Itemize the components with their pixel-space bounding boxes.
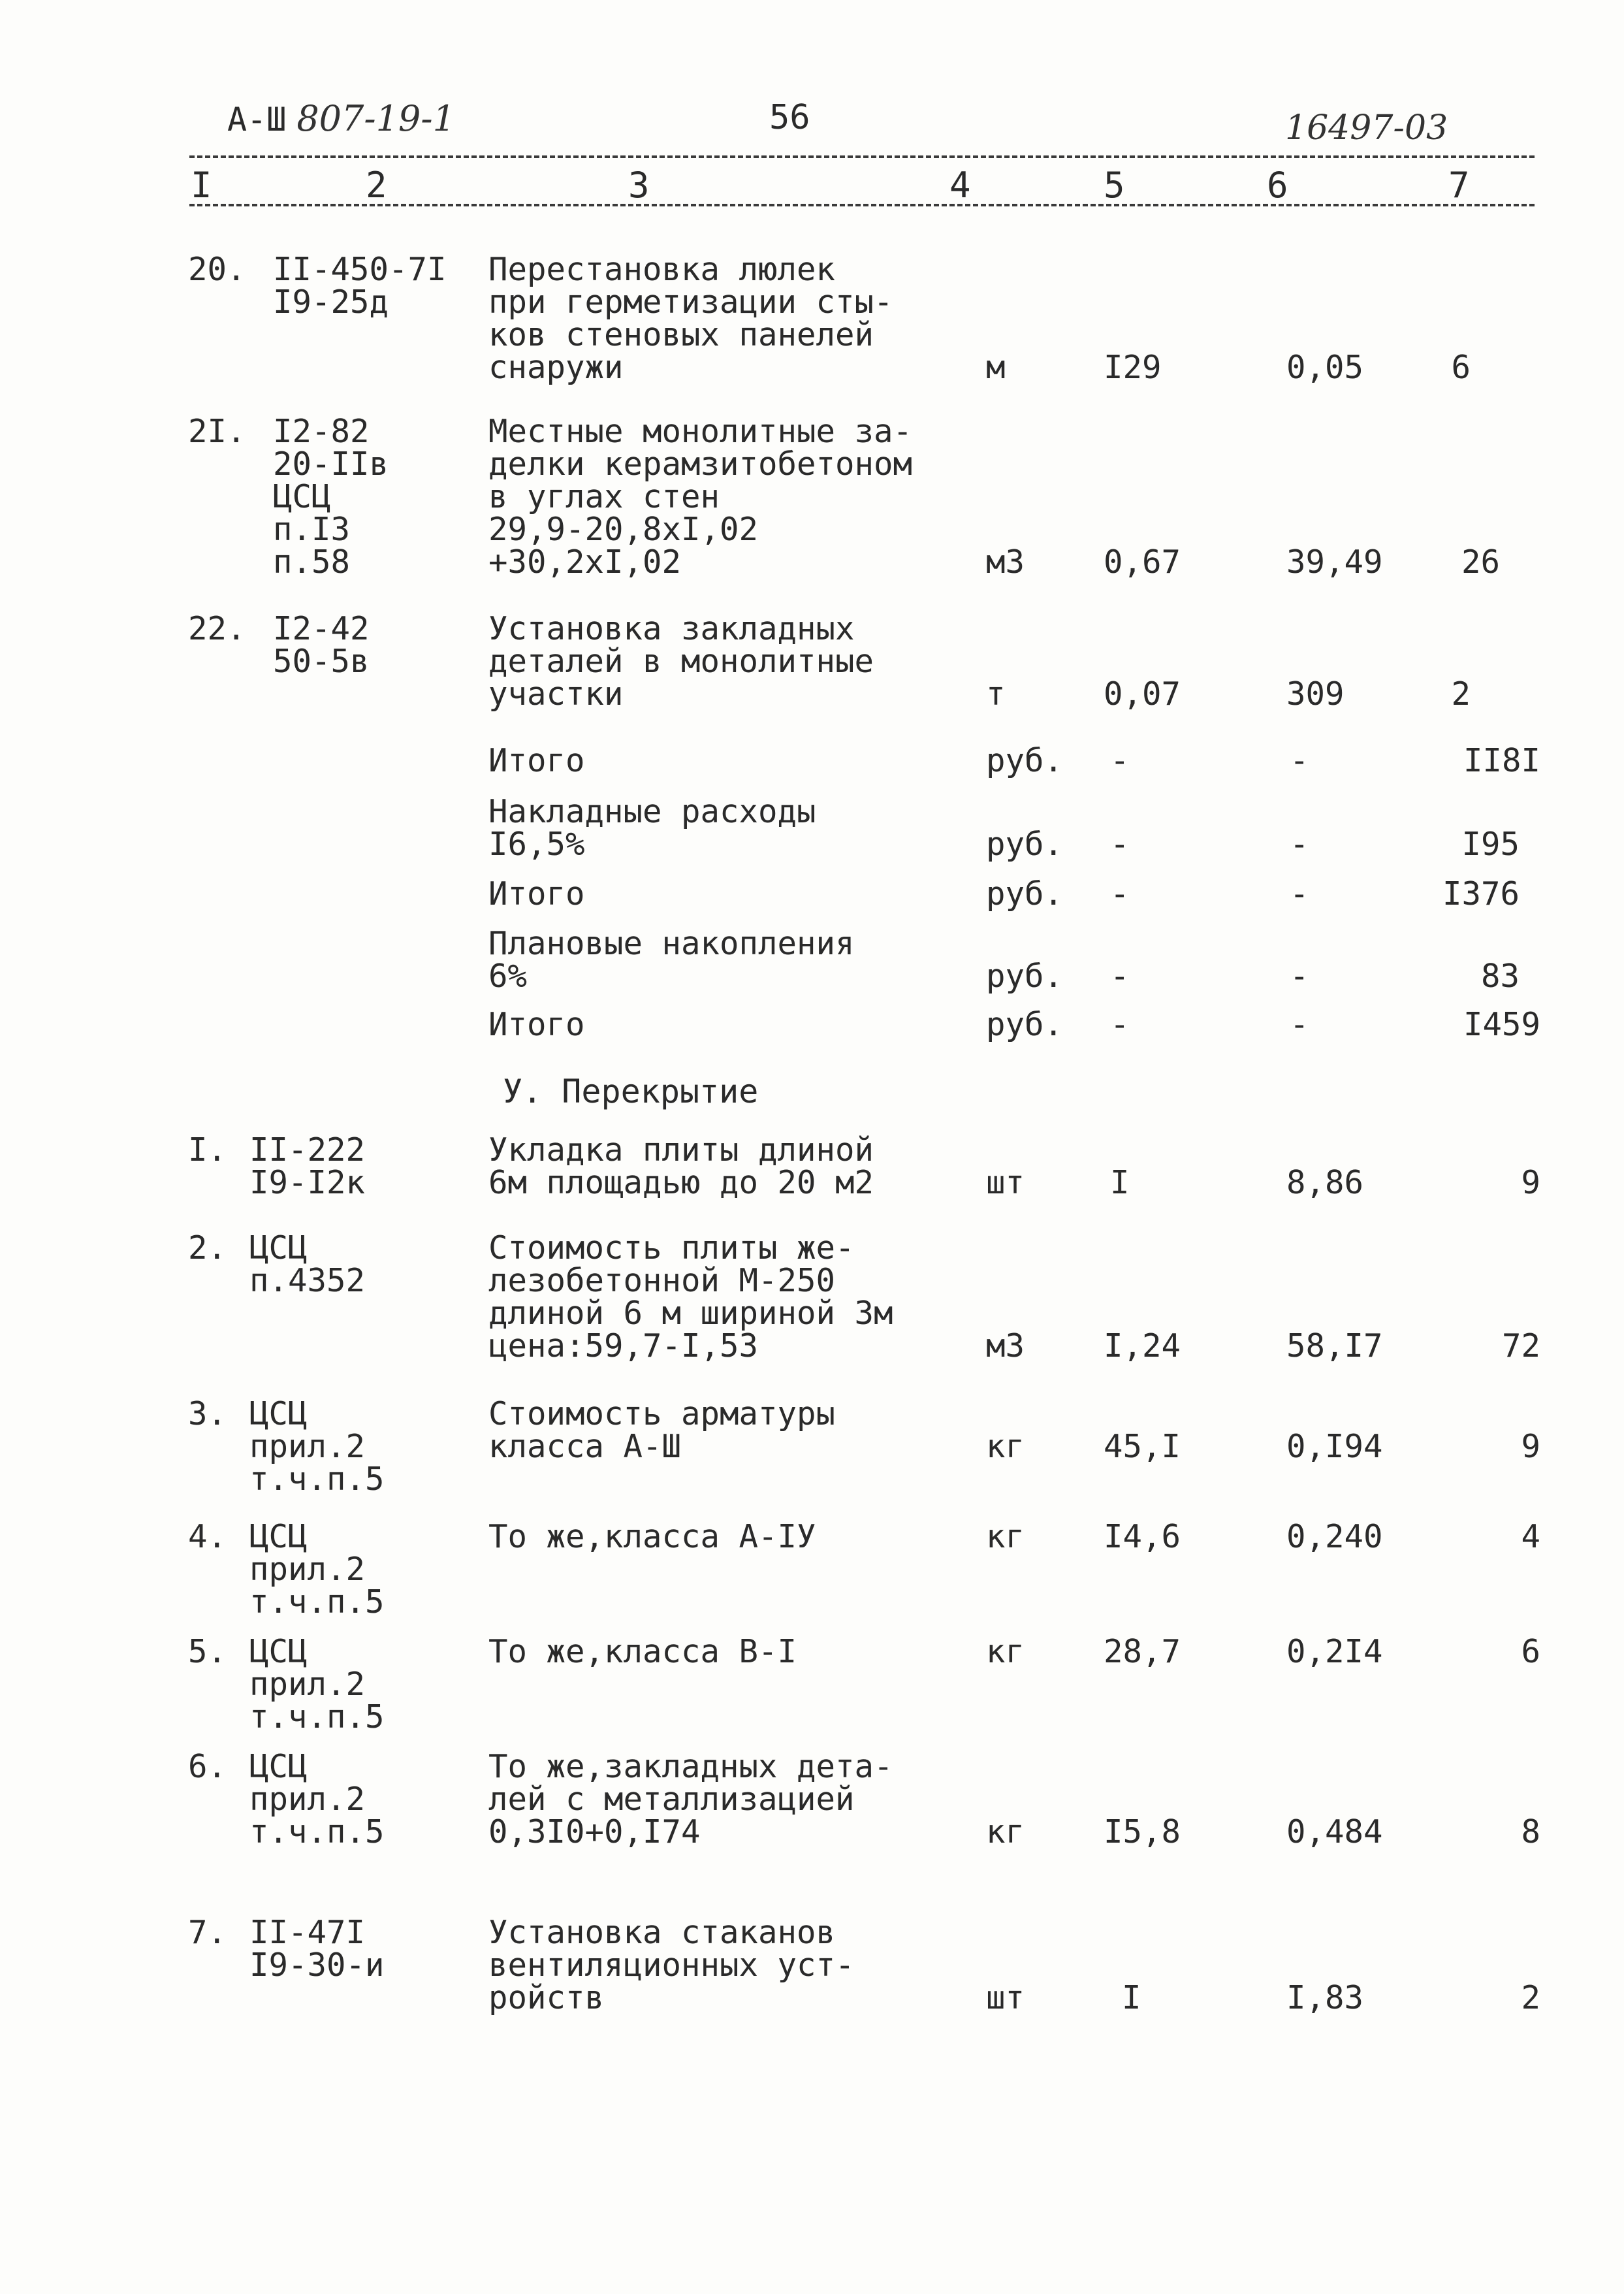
row-reference: II-222 I9-I2к xyxy=(249,1131,366,1201)
column-number: I xyxy=(191,165,212,206)
summary-label: Итого xyxy=(488,875,585,913)
column-number: 7 xyxy=(1448,165,1470,206)
summary-label: Накладные расходы I6,5% xyxy=(488,793,816,863)
row-number: 7. xyxy=(188,1914,227,1951)
row-price: I,83 xyxy=(1286,1979,1364,2016)
summary-quantity: - xyxy=(1110,742,1130,779)
row-price: 0,I94 xyxy=(1286,1428,1383,1465)
column-number: 4 xyxy=(949,165,971,206)
row-reference: I2-42 50-5в xyxy=(273,610,370,680)
row-quantity: 28,7 xyxy=(1104,1633,1181,1670)
row-reference: ЦСЦ прил.2 т.ч.п.5 xyxy=(249,1633,385,1736)
row-description: Стоимость плиты же- лезобетонной М-250 длиной 6 м шириной 3м цена:59,7-I,53 xyxy=(488,1229,893,1365)
row-reference: I2-82 20-IIв ЦСЦ п.I3 п.58 xyxy=(273,413,389,581)
row-quantity: 0,67 xyxy=(1104,543,1181,581)
row-price: 309 xyxy=(1286,675,1345,713)
row-quantity: 0,07 xyxy=(1104,675,1181,713)
row-unit: шт xyxy=(986,1164,1025,1201)
row-reference: ЦСЦ п.4352 xyxy=(249,1229,366,1299)
row-total: 4 xyxy=(1521,1518,1540,1555)
header-divider xyxy=(189,155,1535,158)
row-price: 0,05 xyxy=(1286,349,1364,386)
row-number: 22. xyxy=(188,610,246,647)
summary-total: II8I xyxy=(1463,742,1540,779)
table-row xyxy=(0,610,1624,717)
row-number: 6. xyxy=(188,1748,227,1785)
table-row xyxy=(0,1633,1624,1740)
column-divider xyxy=(189,204,1535,206)
row-unit: м3 xyxy=(986,543,1025,581)
row-unit: кг xyxy=(986,1518,1025,1555)
table-row xyxy=(0,253,1624,391)
row-unit: шт xyxy=(986,1979,1025,2016)
summary-row xyxy=(0,925,1624,999)
column-number: 2 xyxy=(366,165,387,206)
column-number: 3 xyxy=(628,165,650,206)
summary-price: - xyxy=(1290,742,1309,779)
table-row xyxy=(0,1395,1624,1502)
row-total: 6 xyxy=(1521,1633,1540,1670)
summary-label: Плановые накопления 6% xyxy=(488,925,855,995)
row-quantity: I xyxy=(1110,1164,1130,1201)
row-description: Стоимость арматуры класса А-Ш xyxy=(488,1395,836,1465)
row-reference: II-450-7I I9-25д xyxy=(273,251,447,321)
column-number: 5 xyxy=(1104,165,1125,206)
row-total: 8 xyxy=(1521,1813,1540,1850)
row-total: 2 xyxy=(1521,1979,1540,2016)
summary-row xyxy=(0,875,1624,917)
row-number: 4. xyxy=(188,1518,227,1555)
row-unit: кг xyxy=(986,1633,1025,1670)
summary-unit: руб. xyxy=(986,826,1064,863)
row-total: 9 xyxy=(1521,1164,1540,1201)
summary-quantity: - xyxy=(1110,1006,1130,1043)
summary-row xyxy=(0,793,1624,867)
row-total: 2 xyxy=(1451,675,1471,713)
row-number: 2. xyxy=(188,1229,227,1267)
table-row xyxy=(0,1916,1624,2021)
row-price: 0,484 xyxy=(1286,1813,1383,1850)
row-price: 0,240 xyxy=(1286,1518,1383,1555)
row-price: 39,49 xyxy=(1286,543,1383,581)
table-row xyxy=(0,1131,1624,1206)
row-number: 3. xyxy=(188,1395,227,1432)
summary-unit: руб. xyxy=(986,742,1064,779)
summary-price: - xyxy=(1290,1006,1309,1043)
summary-unit: руб. xyxy=(986,875,1064,913)
row-quantity: I29 xyxy=(1104,349,1162,386)
row-reference: ЦСЦ прил.2 т.ч.п.5 xyxy=(249,1748,385,1850)
row-quantity: I4,6 xyxy=(1104,1518,1181,1555)
row-quantity: I5,8 xyxy=(1104,1813,1181,1850)
row-reference: ЦСЦ прил.2 т.ч.п.5 xyxy=(249,1395,385,1498)
row-reference: ЦСЦ прил.2 т.ч.п.5 xyxy=(249,1518,385,1621)
row-quantity: 45,I xyxy=(1104,1428,1181,1465)
row-number: I. xyxy=(188,1131,227,1169)
row-description: То же,класса В-I xyxy=(488,1633,797,1670)
row-description: То же,класса А-IУ xyxy=(488,1518,816,1555)
table-row xyxy=(0,415,1624,585)
header-code: 807-19-1 xyxy=(296,98,455,139)
header-left xyxy=(227,98,455,139)
summary-quantity: - xyxy=(1110,826,1130,863)
summary-total: I95 xyxy=(1461,826,1520,863)
row-description: Установка закладных деталей в монолитные участки xyxy=(488,610,874,713)
row-total: 9 xyxy=(1521,1428,1540,1465)
row-number: 20. xyxy=(188,251,246,288)
row-unit: м3 xyxy=(986,1327,1025,1365)
summary-row xyxy=(0,742,1624,784)
header-prefix: А-Ш xyxy=(227,101,287,138)
summary-unit: руб. xyxy=(986,958,1064,995)
row-number: 5. xyxy=(188,1633,227,1670)
summary-quantity: - xyxy=(1110,875,1130,913)
section-title: У. Перекрытие xyxy=(503,1073,759,1110)
row-price: 8,86 xyxy=(1286,1164,1364,1201)
row-unit: т xyxy=(986,675,1006,713)
row-price: 0,2I4 xyxy=(1286,1633,1383,1670)
row-reference: II-47I I9-30-и xyxy=(249,1914,385,1984)
summary-quantity: - xyxy=(1110,958,1130,995)
row-description: Перестановка люлек при герметизации сты- ков стеновых панелей снаружи xyxy=(488,251,893,386)
summary-total: I459 xyxy=(1463,1006,1540,1043)
row-total: 26 xyxy=(1461,543,1500,581)
row-description: Укладка плиты длиной 6м площадью до 20 м2 xyxy=(488,1131,874,1201)
row-total: 72 xyxy=(1501,1327,1540,1365)
row-quantity: I,24 xyxy=(1104,1327,1181,1365)
row-price: 58,I7 xyxy=(1286,1327,1383,1365)
summary-label: Итого xyxy=(488,742,585,779)
summary-unit: руб. xyxy=(986,1006,1064,1043)
row-quantity: I xyxy=(1122,1979,1141,2016)
summary-price: - xyxy=(1290,826,1309,863)
row-description: То же,закладных дета- лей с металлизацией 0,3I0+0,I74 xyxy=(488,1748,893,1850)
summary-total: I376 xyxy=(1442,875,1520,913)
summary-label: Итого xyxy=(488,1006,585,1043)
summary-total: 83 xyxy=(1480,958,1520,995)
table-row xyxy=(0,1748,1624,1855)
row-description: Установка стаканов вентиляционных уст- ройств xyxy=(488,1914,855,2016)
row-unit: кг xyxy=(986,1428,1025,1465)
summary-price: - xyxy=(1290,875,1309,913)
page-number: 56 xyxy=(769,98,810,137)
row-unit: м xyxy=(986,349,1006,386)
row-description: Местные монолитные за- делки керамзитобетоном в углах стен 29,9-20,8хI,02 +30,2хI,02 xyxy=(488,413,913,581)
table-row xyxy=(0,1518,1624,1625)
row-unit: кг xyxy=(986,1813,1025,1850)
summary-row xyxy=(0,1006,1624,1048)
row-number: 2I. xyxy=(188,413,246,450)
column-number: 6 xyxy=(1267,165,1288,206)
row-total: 6 xyxy=(1451,349,1471,386)
summary-price: - xyxy=(1290,958,1309,995)
header-right-code: 16497-03 xyxy=(1285,108,1448,148)
table-row xyxy=(0,1229,1624,1369)
